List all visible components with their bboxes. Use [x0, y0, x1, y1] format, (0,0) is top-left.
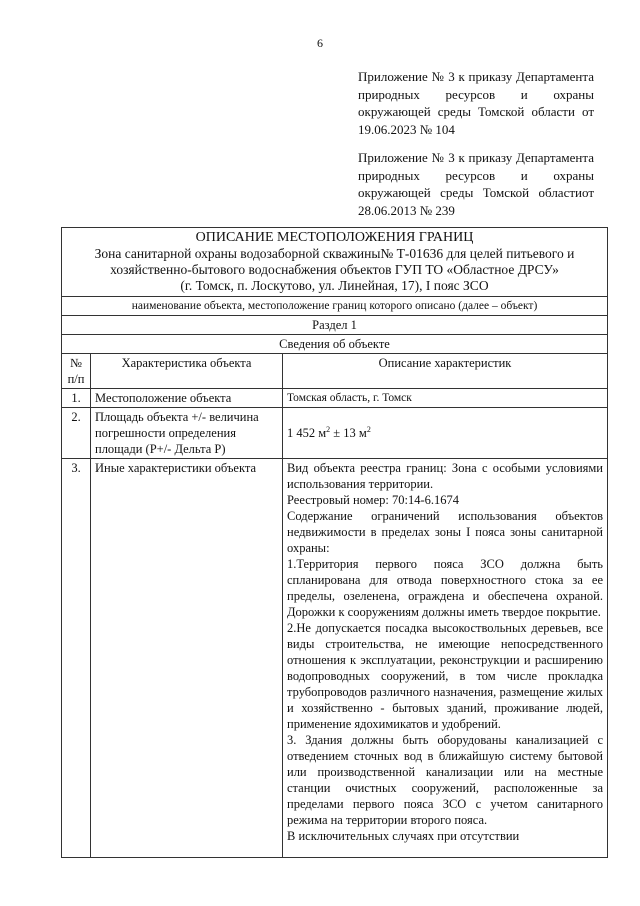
description-paragraph: 3. Здания должны быть оборудованы канализацией с отведением сточных вод в ближайшую систему бытовой или производственной канализации или на местные станции очистных сооружений, расположенные за пределами первого пояса ЗСО с учетом санитарного режима на территории второго пояса. — [287, 733, 603, 827]
zone-name-line: хозяйственно-бытового водоснабжения объектов ГУП ТО «Областное ДРСУ» — [110, 262, 559, 277]
description-paragraph: В исключительных случаях при отсутствии — [287, 829, 520, 843]
document-title: ОПИСАНИЕ МЕСТОПОЛОЖЕНИЯ ГРАНИЦ — [195, 230, 474, 245]
object-note: наименование объекта, местоположение границ которого описано (далее – объект) — [62, 297, 608, 316]
row-description: Томская область, г. Томск — [283, 389, 608, 408]
zone-name-line: (г. Томск, п. Лоскутово, ул. Линейная, 17), I пояс ЗСО — [180, 278, 489, 293]
row-characteristic: Площадь объекта +/- величина погрешности определения площади (P+/- Дельта P) — [91, 408, 283, 459]
table-row — [62, 408, 608, 459]
table-row — [62, 459, 608, 858]
description-paragraph: Вид объекта реестра границ: Зона с особыми условиями использования территории. — [287, 461, 603, 491]
area-value: 1 452 м — [287, 426, 327, 440]
area-unit-exponent: 2 — [326, 424, 331, 434]
column-header-characteristic: Характеристика объекта — [91, 354, 283, 389]
appendix-text: Приложение № 3 к приказу Департамента природных ресурсов и охраны окружающей среды Томской областиот 28.06.2013 № 239 — [358, 150, 594, 218]
row-number: 2. — [62, 408, 91, 459]
area-unit-exponent: 2 — [366, 424, 371, 434]
appendix-text: Приложение № 3 к приказу Департамента природных ресурсов и охраны окружающей среды Томской области от 19.06.2023 № 104 — [358, 69, 594, 137]
section-title: Сведения об объекте — [62, 335, 608, 354]
appendix-note-current — [358, 68, 594, 138]
column-header-num: № п/п — [62, 354, 91, 389]
document-header — [62, 228, 608, 297]
row-number: 1. — [62, 389, 91, 408]
table-row — [62, 389, 608, 408]
description-paragraph: Содержание ограничений использования объектов недвижимости в пределах зоны I пояса зоны санитарной охраны: — [287, 509, 603, 555]
boundary-description-table — [61, 227, 608, 858]
description-paragraph: Реестровый номер: 70:14-6.1674 — [287, 493, 459, 507]
column-header-description: Описание характеристик — [283, 354, 608, 389]
row-description — [283, 408, 608, 459]
row-characteristic: Иные характеристики объекта — [91, 459, 283, 858]
area-error: ± 13 м — [330, 426, 367, 440]
row-number: 3. — [62, 459, 91, 858]
description-paragraph: 2.Не допускается посадка высокоствольных деревьев, все виды строительства, не имеющие непосредственного отношения к эксплуатации, реконструкции и расширению водопроводных сооружений, в том числе прокладка трубопроводов различного назначения, размещение жилых и хозяйственно - бытовых зданий, проживание людей, применение ядохимикатов и удобрений. — [287, 621, 603, 731]
page-number: 6 — [317, 36, 323, 50]
description-paragraph: 1.Территория первого пояса ЗСО должна быть спланирована для отвода поверхностного стока за ее пределы, озеленена, ограждена и обеспечена охраной. Дорожки к сооружениям должны иметь твердое покрытие. — [287, 557, 603, 619]
row-characteristic: Местоположение объекта — [91, 389, 283, 408]
row-description — [283, 459, 608, 858]
zone-name-line: Зона санитарной охраны водозаборной скважины№ Т-01636 для целей питьевого и — [94, 246, 575, 261]
section-label: Раздел 1 — [62, 316, 608, 335]
appendix-note-original — [358, 149, 594, 219]
